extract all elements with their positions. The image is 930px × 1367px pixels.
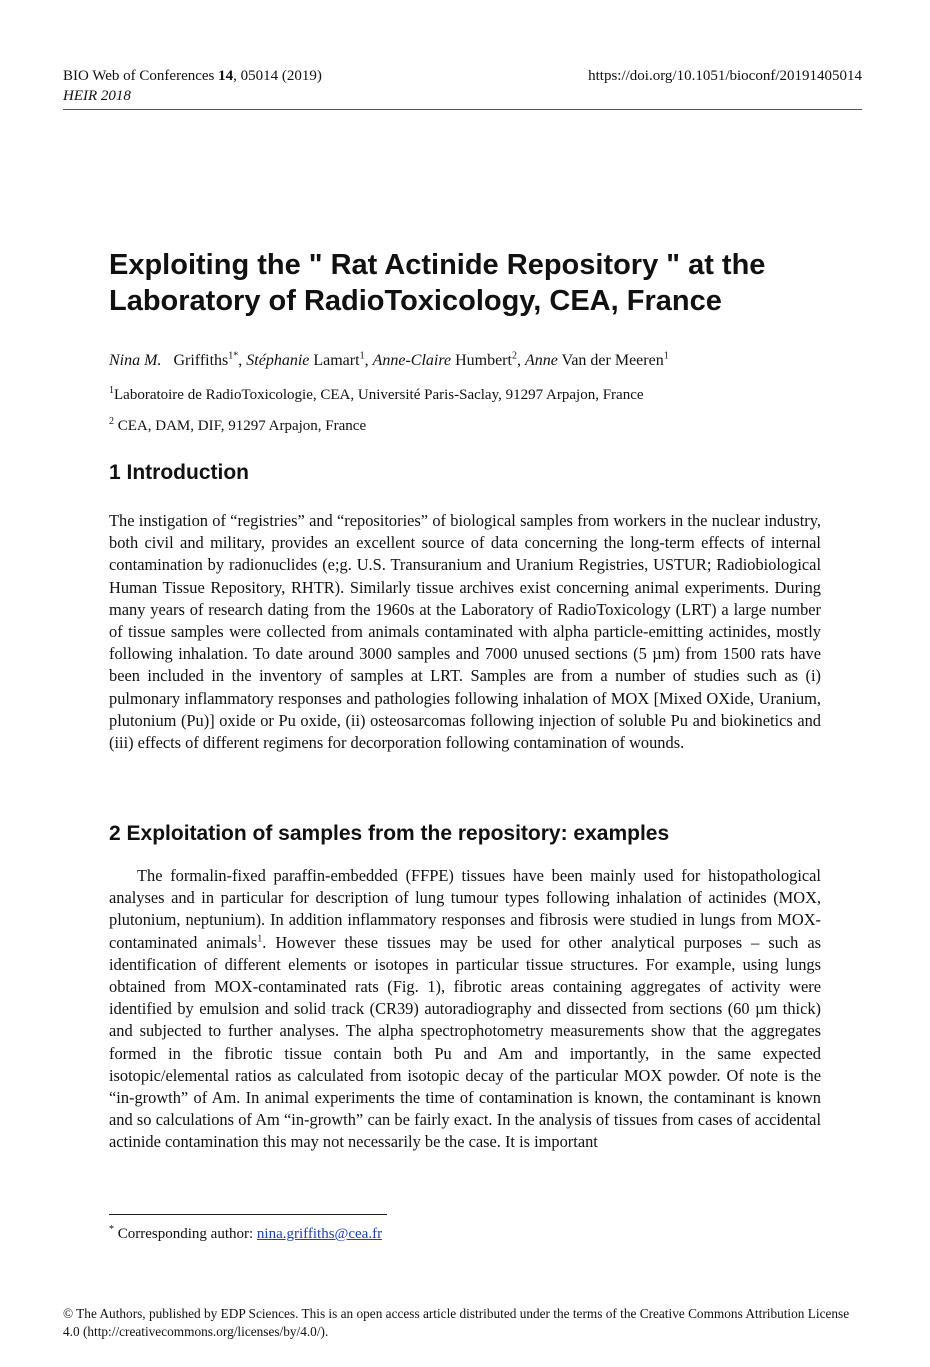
author-family-name: Lamart: [313, 352, 360, 369]
author-family-name: Humbert: [455, 352, 512, 369]
affiliation-text: CEA, DAM, DIF, 91297 Arpajon, France: [114, 418, 367, 434]
doi-link[interactable]: https://doi.org/10.1051/bioconf/20191405014: [588, 68, 862, 84]
affiliation-text: Laboratoire de RadioToxicologie, CEA, Université Paris-Saclay, 91297 Arpajon, France: [114, 387, 644, 403]
section-heading-exploitation: 2 Exploitation of samples from the repository: examples: [109, 822, 670, 845]
license-notice: © The Authors, published by EDP Sciences. This is an open access article distributed under the terms of the Creative Commons Attribution License 4.0 (http://creativecommons.org/licenses/by/4.0/).: [63, 1306, 850, 1339]
author-affiliation-mark: 1: [663, 350, 669, 362]
affiliation-mark: 1: [109, 385, 114, 396]
author-given-name: Stéphanie: [246, 352, 310, 369]
footnote-divider: [109, 1214, 387, 1215]
affiliation-2: [109, 418, 366, 435]
journal-name: BIO Web of Conferences: [63, 68, 219, 84]
header-divider: [63, 109, 862, 110]
author-list: Nina M. Griffiths$^{1*}$, Stéphanie Lamart$^1$, Anne-Claire Humbert$^2$, Anne Van der Meeren$^1$: [109, 350, 669, 369]
footnote-mark: *: [109, 1224, 114, 1235]
author-affiliation-mark: 2: [511, 350, 517, 362]
conference-name: HEIR 2018: [63, 88, 131, 104]
reference-mark[interactable]: 1: [257, 933, 263, 945]
introduction-paragraph: The instigation of “registries” and “repositories” of biological samples from workers in the nuclear industry, both civil and military, provides an excellent source of data concerning the long-term effects of internal contamination by radionuclides (e;g. U.S. Transuranium and Uranium Registries, USTUR; Radiobiological Human Tissue Repository, RHTR). Similarly tissue archives exist concerning animal experiments. During many years of research dating from the 1960s at the Laboratory of RadioToxicology (LRT) a large number of tissue samples were collected from animals contaminated with alpha particle-emitting actinides, mostly following inhalation. To date around 3000 samples and 7000 unused sections (5 µm) from 1500 rats have been included in the inventory of samples at LRT. Samples are from a number of studies such as (i) pulmonary inflammatory responses and pathologies following inhalation of MOX [Mixed OXide, Uranium, plutonium (Pu)] oxide or Pu oxide, (ii) osteosarcomas following injection of soluble Pu and biokinetics and (iii) effects of different regimens for decorporation following contamination of wounds.: [109, 511, 821, 753]
article-number: , 05014 (2019): [233, 68, 322, 84]
affiliation-1: [109, 387, 644, 404]
author-family-name: Van der Meeren: [561, 352, 664, 369]
journal-citation: [63, 66, 322, 86]
author-affiliation-mark: 1*: [228, 350, 239, 362]
paper-title: Exploiting the " Rat Actinide Repository " at the Laboratory of RadioToxicology, CEA, France: [109, 249, 766, 317]
author-affiliation-mark: 1: [359, 350, 365, 362]
paragraph-text: The formalin-fixed paraffin-embedded (FFPE) tissues have been mainly used for histopathological analyses and in particular for description of lung tumour types following inhalation of actinides (MOX, plutonium, neptunium). In addition inflammatory responses and fibrosis were studied in lungs from MOX-contaminated animals: [109, 866, 821, 952]
section-heading-introduction: 1 Introduction: [109, 461, 249, 484]
affiliation-mark: 2: [109, 416, 114, 427]
author-given-name: Anne: [524, 352, 558, 369]
author-family-name: Griffiths: [173, 352, 229, 369]
author-given-name: Anne-Claire: [372, 352, 452, 369]
author-given-name: Nina M.: [109, 352, 162, 369]
footnote-label: Corresponding author:: [114, 1226, 257, 1242]
journal-volume: 14: [218, 68, 234, 84]
paragraph-text: . However these tissues may be used for other analytical purposes – such as identification of different elements or isotopes in particular tissue structures. For example, using lungs obtained from MOX-contaminated rats (Fig. 1), fibrotic areas containing aggregates of activity were identified by emulsion and solid track (CR39) autoradiography and dissected from sections (60 µm thick) and subjected to further analyses. The alpha spectrophotometry measurements show that the aggregates formed in the fibrotic tissue contain both Pu and Am and importantly, in the same expected isotopic/elemental ratios as calculated from isotopic decay of the particular MOX powder. Of note is the “in-growth” of Am. In animal experiments the time of contamination is known, the contaminant is known and so calculations of Am “in-growth” can be fairly exact. In the analysis of tissues from cases of accidental actinide contamination this may not necessarily be the case. It is important: [109, 932, 821, 1152]
corresponding-author-email-link[interactable]: nina.griffiths@cea.fr: [256, 1226, 383, 1242]
exploitation-paragraph: [109, 865, 821, 1154]
footnote: [109, 1226, 382, 1243]
